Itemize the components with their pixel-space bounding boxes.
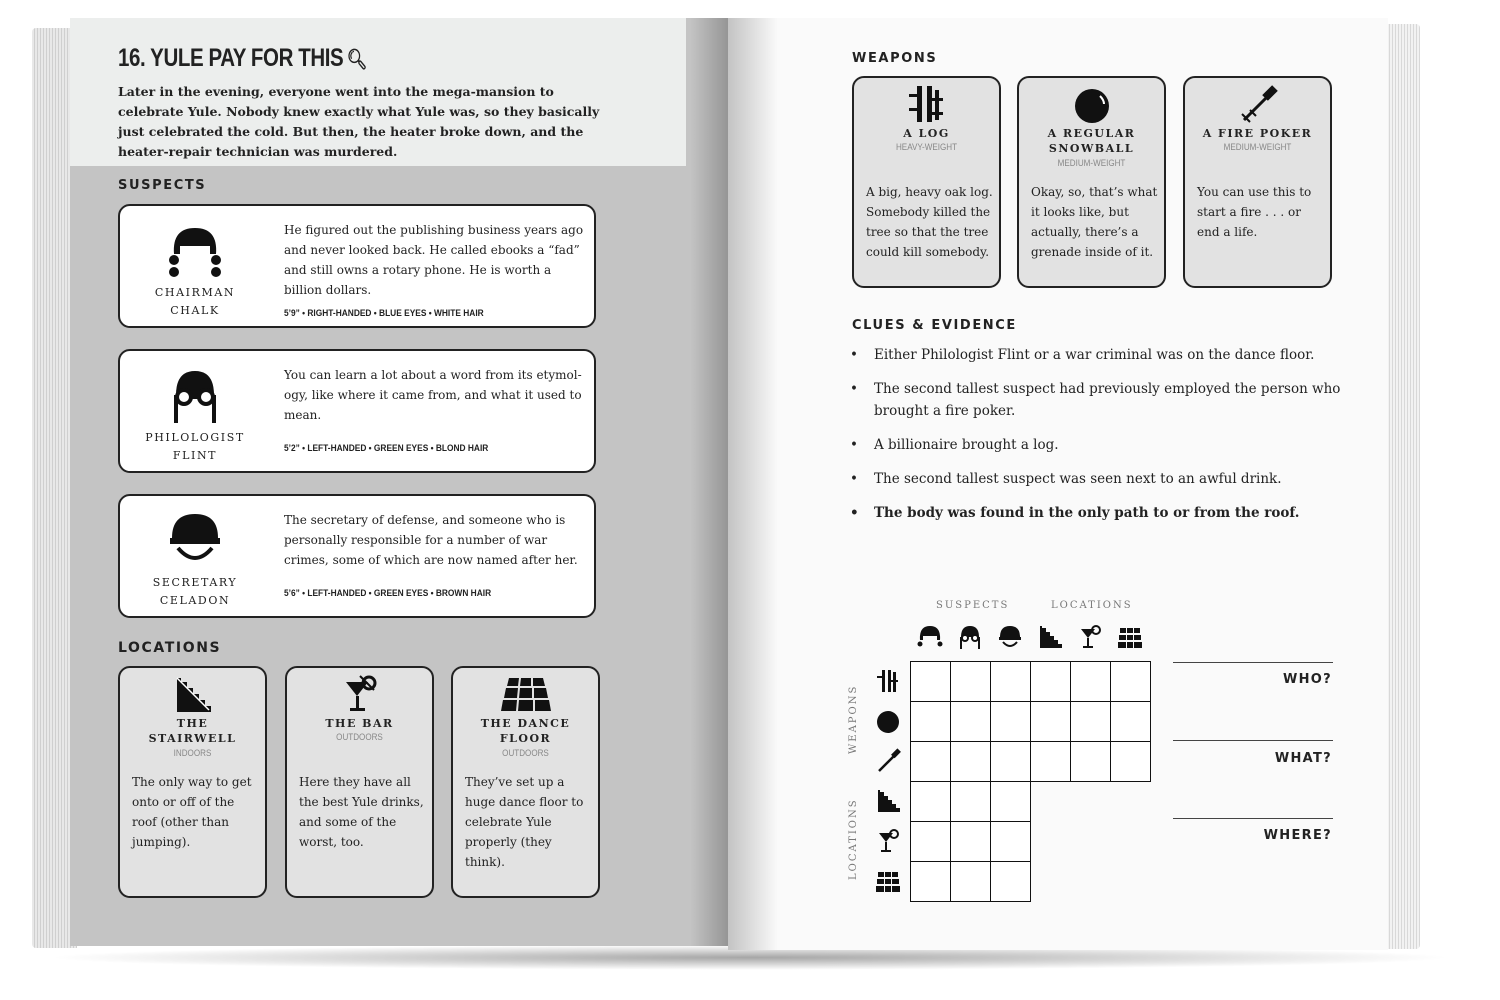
location-setting: INDOORS [173, 748, 212, 759]
snowball-icon [874, 708, 902, 734]
location-name [120, 716, 265, 746]
grid-cell[interactable] [1030, 741, 1071, 782]
chairman-hair-icon [164, 220, 226, 282]
what-answer-line[interactable] [1173, 740, 1333, 741]
suspect-name-line1: SECRETARY [152, 576, 238, 589]
grid-cell[interactable] [990, 821, 1031, 862]
who-label: WHO? [1282, 672, 1332, 687]
suspect-card-chalk [118, 204, 596, 328]
weapon-weight: MEDIUM-WEIGHT [1057, 158, 1126, 169]
where-answer-line[interactable] [1173, 818, 1333, 819]
suspect-name-line1: PHILOLOGIST [145, 431, 245, 444]
suspect-name [120, 574, 270, 610]
stairs-icon [1036, 624, 1064, 650]
grid-cell[interactable] [990, 661, 1031, 702]
location-name-line2: FLOOR [499, 732, 552, 745]
weapon-description: Okay, so, that’s what it looks like, but actually, there’s a grenade inside of it. [1031, 185, 1158, 259]
weapon-name-line1: A FIRE POKER [1202, 127, 1313, 140]
clue-item: • The second tallest suspect had previously employed the person who brought a fire poker. [848, 378, 1348, 422]
dance-floor-icon [1116, 624, 1144, 650]
what-label: WHAT? [1274, 751, 1332, 766]
weapon-card-snowball [1017, 76, 1166, 288]
suspect-stats: 5’9” • RIGHT-HANDED • BLUE EYES • WHITE HAIR [284, 308, 484, 319]
grid-cell[interactable] [1110, 661, 1151, 702]
location-name [453, 716, 598, 746]
suspect-description: You can learn a lot about a word from its etymol-ogy, like where it came from, and what it used to mean. [284, 368, 582, 422]
grid-cell[interactable] [950, 861, 991, 902]
suspect-stats: 5’2” • LEFT-HANDED • GREEN EYES • BLOND HAIR [284, 443, 489, 454]
weapon-card-log [852, 76, 1001, 288]
grid-cell[interactable] [1070, 741, 1111, 782]
chairman-hair-icon [916, 624, 944, 650]
location-name-line2: STAIRWELL [148, 732, 237, 745]
suspect-stats: 5’6” • LEFT-HANDED • GREEN EYES • BROWN HAIR [284, 588, 492, 599]
grid-cell[interactable] [950, 821, 991, 862]
grid-cell[interactable] [910, 781, 951, 822]
weapon-weight: HEAVY-WEIGHT [895, 142, 958, 153]
weapon-name [1185, 126, 1330, 141]
suspect-name-line2: FLINT [172, 449, 218, 462]
grid-top-label-locations: LOCATIONS [1051, 600, 1133, 611]
grid-cell[interactable] [990, 741, 1031, 782]
grid-cell[interactable] [990, 781, 1031, 822]
grid-cell[interactable] [910, 861, 951, 902]
location-card-bar [285, 666, 434, 898]
grid-cell[interactable] [910, 701, 951, 742]
who-answer-line[interactable] [1173, 662, 1333, 663]
grid-cell[interactable] [1070, 661, 1111, 702]
suspect-name-line1: CHAIRMAN [154, 286, 236, 299]
suspect-name-line2: CELADON [159, 594, 231, 607]
grid-cell[interactable] [1110, 701, 1151, 742]
grid-cell[interactable] [1110, 741, 1151, 782]
weapon-weight: MEDIUM-WEIGHT [1223, 142, 1292, 153]
grid-cell[interactable] [950, 781, 991, 822]
suspects-heading: SUSPECTS [118, 178, 207, 193]
suspect-description: He figured out the publishing business years ago and never looked back. He called ebooks a “fad” and still owns a rotary phone. He is worth a billion dollars. [284, 223, 584, 297]
dance-floor-icon [874, 868, 902, 894]
helmet-icon [996, 624, 1024, 650]
locations-heading: LOCATIONS [118, 640, 222, 656]
puzzle-title-text: 16. YULE PAY FOR THIS [118, 44, 344, 72]
location-name-line1: THE [176, 717, 209, 730]
right-gutter-shade [728, 18, 778, 950]
fire-poker-icon [874, 748, 902, 774]
location-name-line1: THE BAR [325, 717, 394, 730]
weapon-name-line1: A REGULAR [1047, 127, 1136, 140]
grid-cell[interactable] [1070, 701, 1111, 742]
grid-side-label-weapons: WEAPONS [848, 684, 859, 754]
grid-cell[interactable] [910, 661, 951, 702]
clue-item: • Either Philologist Flint or a war criminal was on the dance floor. [848, 344, 1348, 366]
weapon-card-fire-poker [1183, 76, 1332, 288]
where-label: WHERE? [1263, 828, 1332, 843]
puzzle-intro: Later in the evening, everyone went into the mega-mansion to celebrate Yule. Nobody knew exactly what Yule was, so they basically just celebrated the cold. But then, the heater broke down, and the heater-repair technician was murdered. [118, 84, 600, 159]
location-card-stairwell [118, 666, 267, 898]
weapon-description: A big, heavy oak log. Somebody killed the tree so that the tree could kill somebody. [866, 185, 993, 259]
location-setting: OUTDOORS [502, 748, 549, 759]
philologist-glasses-icon [956, 624, 984, 650]
puzzle-title [118, 44, 367, 73]
weapon-description: You can use this to start a fire . . . or end a life. [1197, 185, 1312, 239]
helmet-icon [164, 510, 226, 572]
location-description: They’ve set up a huge dance floor to celebrate Yule properly (they think). [465, 775, 584, 869]
weapons-heading: WEAPONS [852, 51, 938, 66]
weapon-name [1019, 126, 1164, 156]
left-gutter-shade [690, 18, 730, 946]
fire-poker-icon [1236, 84, 1280, 124]
grid-cell[interactable] [990, 701, 1031, 742]
cocktail-icon [874, 828, 902, 854]
clue-item: • A billionaire brought a log. [848, 434, 1348, 456]
dance-floor-icon [500, 674, 552, 714]
cocktail-icon [1076, 624, 1104, 650]
grid-cell[interactable] [990, 861, 1031, 902]
stairs-icon [171, 674, 215, 714]
log-icon [905, 84, 949, 124]
clue-item: • The second tallest suspect was seen next to an awful drink. [848, 468, 1348, 490]
grid-cell[interactable] [950, 701, 991, 742]
location-description: Here they have all the best Yule drinks, and some of the worst, too. [299, 775, 424, 849]
left-page [70, 18, 730, 946]
weapon-name [854, 126, 999, 141]
grid-top-label-suspects: SUSPECTS [936, 600, 1010, 611]
grid-cell[interactable] [1030, 701, 1071, 742]
weapon-name-line2: SNOWBALL [1048, 142, 1135, 155]
weapon-name-line1: A LOG [903, 127, 950, 140]
grid-cell[interactable] [950, 741, 991, 782]
log-icon [874, 668, 902, 694]
suspect-card-flint [118, 349, 596, 473]
grid-side-label-locations: LOCATIONS [848, 798, 859, 880]
clues-list [848, 344, 1348, 536]
location-setting: OUTDOORS [336, 732, 383, 743]
location-name-line1: THE DANCE [480, 717, 571, 730]
grid-cell[interactable] [1030, 661, 1071, 702]
location-card-dance-floor [451, 666, 600, 898]
snowball-icon [1070, 84, 1114, 124]
suspect-card-celadon [118, 494, 596, 618]
suspect-name-line2: CHALK [170, 304, 220, 317]
grid-cell[interactable] [950, 661, 991, 702]
suspect-description: The secretary of defense, and someone who is personally responsible for a number of war crimes, some of which are now named after her. [284, 513, 578, 567]
location-name [287, 716, 432, 731]
grid-cell[interactable] [910, 821, 951, 862]
grid-cell[interactable] [910, 741, 951, 782]
clues-heading: CLUES & EVIDENCE [852, 318, 1017, 333]
philologist-glasses-icon [164, 365, 226, 427]
suspect-name [120, 284, 270, 320]
clue-item: • The body was found in the only path to or from the roof. [848, 502, 1348, 524]
right-page [728, 18, 1388, 950]
magnifier-icon: 🔍︎ [346, 49, 368, 71]
stairs-icon [874, 788, 902, 814]
suspect-name [120, 429, 270, 465]
cocktail-icon [338, 674, 382, 714]
location-description: The only way to get onto or off of the roof (other than jumping). [132, 775, 252, 849]
